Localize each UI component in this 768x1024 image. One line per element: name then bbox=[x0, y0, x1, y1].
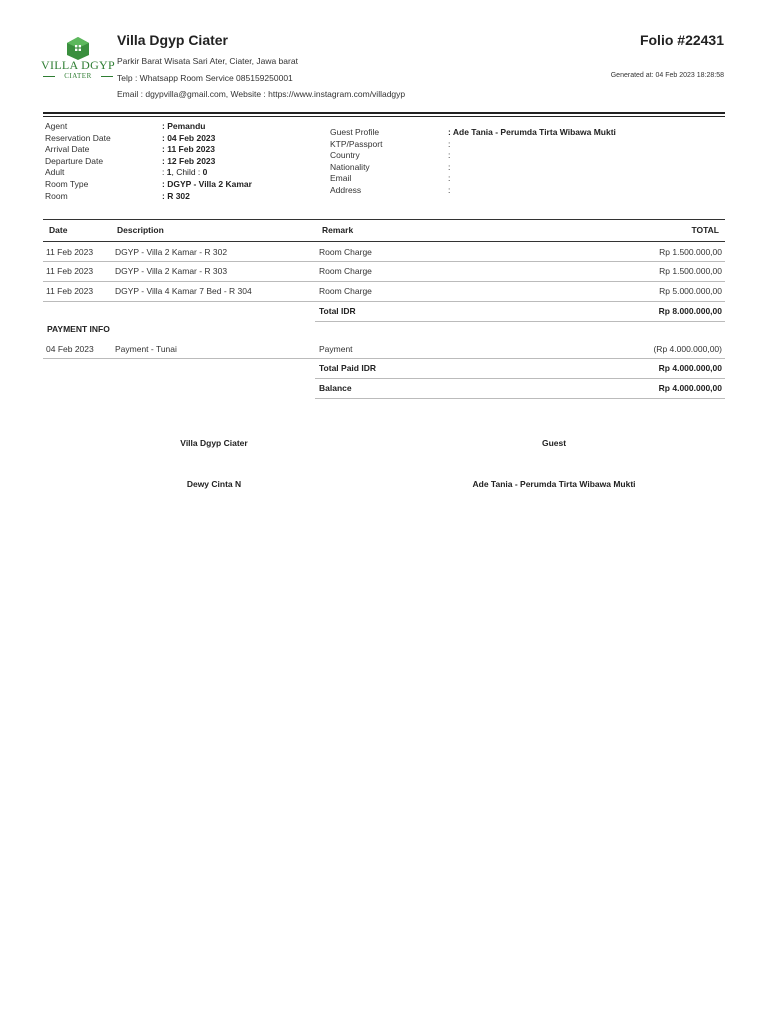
generated-timestamp: Generated at: 04 Feb 2023 18:28:58 bbox=[610, 72, 724, 79]
balance-divider bbox=[315, 398, 725, 399]
row-total: Rp 5.000.000,00 bbox=[659, 286, 722, 296]
col-header-description: Description bbox=[117, 225, 164, 235]
row-total: Rp 1.500.000,00 bbox=[659, 247, 722, 257]
table-header-border bbox=[43, 241, 725, 242]
reservation-date-value: : 04 Feb 2023 bbox=[162, 132, 216, 143]
guest-row-profile bbox=[0, 127, 768, 139]
company-logo bbox=[40, 36, 116, 84]
row-divider bbox=[43, 358, 725, 359]
payment-amount: (Rp 4.000.000,00) bbox=[653, 344, 722, 354]
row-total: Rp 1.500.000,00 bbox=[659, 266, 722, 276]
row-remark: Room Charge bbox=[319, 286, 372, 296]
payment-date: 04 Feb 2023 bbox=[46, 344, 94, 354]
leaf-house-icon bbox=[40, 36, 116, 60]
row-date: 11 Feb 2023 bbox=[46, 286, 94, 296]
row-date: 11 Feb 2023 bbox=[46, 266, 94, 276]
total-divider bbox=[315, 321, 725, 322]
adult-count: 1 bbox=[166, 167, 172, 178]
table-top-border bbox=[43, 219, 725, 220]
company-phone: Telp : Whatsapp Room Service 085159250001 bbox=[117, 73, 293, 83]
guest-row-nationality bbox=[0, 162, 768, 174]
signature-right-name: Ade Tania - Perumda Tirta Wibawa Mukti bbox=[472, 479, 636, 489]
col-header-date: Date bbox=[49, 225, 68, 235]
adult-child-value: : 1, Child : 0 bbox=[162, 167, 208, 178]
address-label: Address bbox=[330, 185, 362, 195]
ktp-value: : bbox=[448, 138, 451, 149]
logo-subtext: CIATER bbox=[64, 72, 92, 80]
agent-label: Agent bbox=[45, 121, 68, 131]
arrival-date-label: Arrival Date bbox=[45, 144, 90, 155]
header-divider bbox=[43, 112, 725, 114]
guest-row-country bbox=[0, 150, 768, 162]
company-contact: Email : dgypvilla@gmail.com, Website : https://www.instagram.com/villadgyp bbox=[117, 89, 406, 99]
row-divider bbox=[43, 261, 725, 262]
nationality-label: Nationality bbox=[330, 161, 370, 172]
nationality-value: : bbox=[448, 161, 451, 172]
row-date: 11 Feb 2023 bbox=[46, 247, 94, 257]
departure-date-label: Departure Date bbox=[45, 155, 104, 166]
col-header-remark: Remark bbox=[322, 225, 354, 235]
arrival-date-value: : 11 Feb 2023 bbox=[162, 144, 215, 155]
room-type-value: : DGYP - Villa 2 Kamar bbox=[162, 179, 252, 189]
address-value: : bbox=[448, 185, 451, 195]
payment-description: Payment - Tunai bbox=[115, 344, 177, 354]
total-paid-divider bbox=[315, 378, 725, 379]
total-label: Total IDR bbox=[319, 306, 356, 316]
departure-date-value: : 12 Feb 2023 bbox=[162, 155, 216, 166]
balance-value: Rp 4.000.000,00 bbox=[658, 383, 722, 393]
company-name: Villa Dgyp Ciater bbox=[117, 32, 229, 48]
balance-label: Balance bbox=[319, 383, 352, 393]
room-label: Room bbox=[45, 190, 68, 201]
total-value: Rp 8.000.000,00 bbox=[658, 306, 722, 316]
reservation-date-label: Reservation Date bbox=[45, 132, 111, 143]
country-label: Country bbox=[330, 150, 360, 161]
row-divider bbox=[43, 281, 725, 282]
logo-divider bbox=[101, 76, 113, 77]
email-label: Email bbox=[330, 173, 352, 184]
adult-label: Adult bbox=[45, 167, 65, 178]
total-paid-label: Total Paid IDR bbox=[319, 363, 376, 373]
company-address: Parkir Barat Wisata Sari Ater, Ciater, Jawa barat bbox=[117, 56, 298, 66]
row-description: DGYP - Villa 4 Kamar 7 Bed - R 304 bbox=[115, 286, 252, 296]
payment-section-title: PAYMENT INFO bbox=[47, 324, 110, 334]
signature-left-title: Villa Dgyp Ciater bbox=[180, 438, 248, 448]
signature-right-title: Guest bbox=[541, 438, 567, 448]
header-divider-thin bbox=[43, 116, 725, 117]
guest-row-ktp bbox=[0, 139, 768, 151]
country-value: : bbox=[448, 150, 451, 161]
guest-row-email bbox=[0, 173, 768, 185]
signature-left-name: Dewy Cinta N bbox=[186, 479, 242, 489]
row-description: DGYP - Villa 2 Kamar - R 302 bbox=[115, 247, 228, 257]
ktp-label: KTP/Passport bbox=[330, 138, 383, 149]
agent-value: : Pemandu bbox=[162, 121, 206, 131]
room-value: : R 302 bbox=[162, 190, 190, 201]
guest-row-address bbox=[0, 185, 768, 197]
room-type-label: Room Type bbox=[45, 179, 89, 189]
row-remark: Room Charge bbox=[319, 247, 372, 257]
row-remark: Room Charge bbox=[319, 266, 372, 276]
col-header-total: TOTAL bbox=[691, 225, 719, 235]
folio-number: Folio #22431 bbox=[639, 32, 724, 48]
row-divider bbox=[43, 301, 725, 302]
payment-remark: Payment bbox=[319, 344, 353, 354]
total-paid-value: Rp 4.000.000,00 bbox=[658, 363, 722, 373]
email-value: : bbox=[448, 173, 451, 184]
guest-profile-label: Guest Profile bbox=[330, 127, 380, 137]
child-count: 0 bbox=[202, 167, 208, 178]
guest-profile-value: : Ade Tania - Perumda Tirta Wibawa Mukti bbox=[448, 127, 616, 137]
row-description: DGYP - Villa 2 Kamar - R 303 bbox=[115, 266, 228, 276]
logo-wordmark: VILLA DGYP bbox=[41, 58, 115, 72]
